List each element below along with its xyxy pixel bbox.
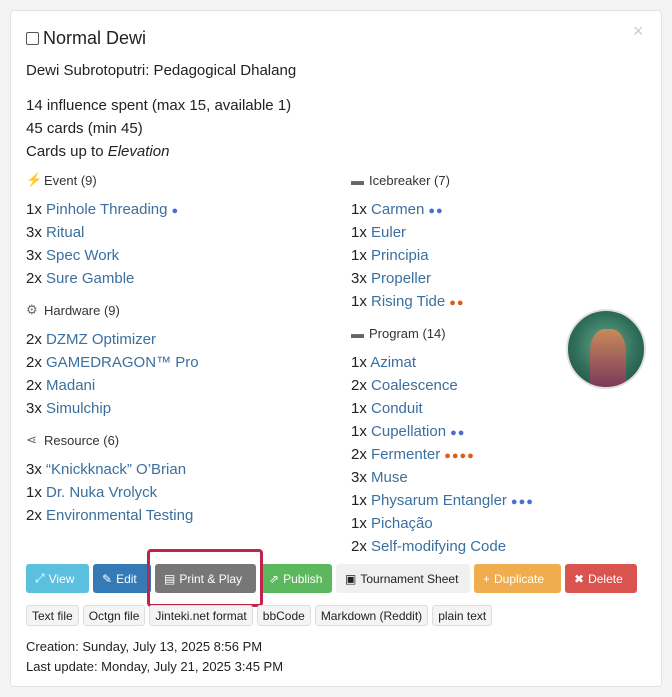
left-column (26, 170, 199, 527)
expand-icon: ⤢ (35, 571, 45, 585)
card-line: 1x Dr. Nuka Vrolyck (26, 484, 158, 501)
influence-dots: ●● (449, 297, 465, 309)
deck-stats (26, 94, 291, 163)
card-link[interactable]: Propeller (371, 270, 432, 287)
cards-count-stat: 45 cards (min 45) (26, 120, 143, 137)
card-link[interactable]: Dr. Nuka Vrolyck (46, 484, 158, 501)
card-line: 1x Principia (351, 247, 429, 264)
card-line: 1x Pinhole Threading ● (26, 201, 180, 218)
cards-up-to-stat: Cards up to Elevation (26, 143, 170, 160)
card-link[interactable]: Simulchip (46, 400, 112, 417)
card-line: 1x Physarum Entangler ●●● (351, 492, 534, 509)
duplicate-button[interactable]: + Duplicate (474, 564, 561, 593)
card-line: 1x Pichação (351, 515, 433, 532)
influence-dots: ●● (428, 205, 444, 217)
export-format-button[interactable]: bbCode (257, 605, 311, 626)
card-line: 2x DZMZ Optimizer (26, 331, 157, 348)
influence-dots: ●● (450, 427, 466, 439)
pencil-icon: ✎ (102, 571, 113, 586)
lightning-icon: ⚡ (26, 172, 43, 187)
card-link[interactable]: Physarum Entangler (371, 492, 507, 509)
card-line: 1x Carmen ●● (351, 201, 444, 218)
creation-date: Creation: Sunday, July 13, 2025 8:56 PM (26, 639, 263, 654)
export-format-button[interactable]: Markdown (Reddit) (315, 605, 428, 626)
select-checkbox[interactable] (26, 32, 39, 45)
card-link[interactable]: Self-modifying Code (371, 538, 507, 555)
deck-title (26, 28, 146, 49)
card-line: 1x Azimat (351, 354, 417, 371)
influence-dots: ● (171, 205, 180, 217)
card-line: 2x Madani (26, 377, 96, 394)
delete-button[interactable]: ✖ Delete (565, 564, 637, 593)
x-icon: ✖ (574, 571, 585, 586)
tournament-sheet-button[interactable]: ▣ Tournament Sheet (336, 564, 470, 593)
print-and-play-button[interactable]: ▤ Print & Play (155, 564, 256, 593)
card-line: 2x Environmental Testing (26, 507, 194, 524)
card-line: 3x Muse (351, 469, 408, 486)
export-format-button[interactable]: Jinteki.net format (149, 605, 252, 626)
card-link[interactable]: Pichação (371, 515, 433, 532)
card-line: 1x Euler (351, 224, 407, 241)
gear-icon: ⚙ (26, 302, 38, 317)
card-link[interactable]: Fermenter (371, 446, 441, 463)
edit-button[interactable]: ✎ Edit (93, 564, 151, 593)
influence-stat: 14 influence spent (max 15, available 1) (26, 97, 292, 114)
card-link[interactable]: Ritual (46, 224, 85, 241)
publish-button[interactable]: ⇗ Publish (260, 564, 332, 593)
share-icon: ⋖ (26, 432, 37, 447)
close-icon[interactable]: × (633, 21, 644, 41)
card-link[interactable]: Carmen (371, 201, 425, 218)
section-header: ⋖ Resource (6) (26, 432, 120, 448)
card-link[interactable]: GAMEDRAGON™ Pro (46, 354, 199, 371)
last-update-date: Last update: Monday, July 21, 2025 3:45 PM (26, 659, 284, 674)
export-format-button[interactable]: plain text (432, 605, 492, 626)
card-link[interactable]: Coalescence (371, 377, 458, 394)
identity-avatar[interactable] (566, 309, 646, 389)
program-icon: ▬ (351, 172, 364, 188)
card-link[interactable]: Spec Work (46, 247, 120, 264)
card-link[interactable]: Environmental Testing (46, 507, 194, 524)
plus-icon: + (483, 571, 491, 586)
card-link[interactable]: Cupellation (371, 423, 447, 440)
deck-identity: Dewi Subrotoputri: Pedagogical Dhalang (26, 62, 297, 79)
card-line: 1x Cupellation ●● (351, 423, 466, 440)
program-icon: ▬ (351, 325, 364, 341)
share-square-icon: ⇗ (269, 571, 280, 586)
card-line: 2x Fermenter ●●●● (351, 446, 475, 463)
card-link[interactable]: Rising Tide (371, 293, 446, 310)
card-link[interactable]: Principia (371, 247, 429, 264)
card-line: 2x Self-modifying Code (351, 538, 507, 555)
card-line: 3x Simulchip (26, 400, 112, 417)
export-format-button[interactable]: Text file (26, 605, 79, 626)
right-column (351, 170, 534, 558)
printer-icon: ▤ (164, 571, 176, 586)
export-format-button[interactable]: Octgn file (83, 605, 146, 626)
card-link[interactable]: Madani (46, 377, 96, 394)
view-button[interactable]: ⤢ View (26, 564, 89, 593)
deck-title-text: Normal Dewi (43, 28, 147, 48)
card-line: 3x Ritual (26, 224, 85, 241)
card-line: 3x “Knickknack” O’Brian (26, 461, 187, 478)
card-line: 3x Spec Work (26, 247, 120, 264)
section-header: ▬ Program (14) (351, 325, 446, 341)
card-line: 2x Coalescence (351, 377, 458, 394)
card-line: 2x GAMEDRAGON™ Pro (26, 354, 199, 371)
card-line: 2x Sure Gamble (26, 270, 135, 287)
highlight-box (147, 549, 263, 607)
card-link[interactable]: DZMZ Optimizer (46, 331, 157, 348)
card-link[interactable]: Muse (371, 469, 408, 486)
influence-dots: ●●● (510, 496, 534, 508)
card-line: 3x Propeller (351, 270, 432, 287)
card-link[interactable]: “Knickknack” O’Brian (46, 461, 187, 478)
card-link[interactable]: Euler (371, 224, 407, 241)
section-header: ⚡ Event (9) (26, 172, 97, 188)
card-link[interactable]: Conduit (371, 400, 423, 417)
export-formats (26, 605, 492, 626)
section-header: ⚙ Hardware (9) (26, 302, 120, 318)
card-line: 1x Conduit (351, 400, 423, 417)
card-link[interactable]: Sure Gamble (46, 270, 135, 287)
card-link[interactable]: Pinhole Threading (46, 201, 168, 218)
action-buttons (26, 564, 637, 593)
set-name: Elevation (107, 143, 170, 160)
card-link[interactable]: Azimat (370, 354, 417, 371)
section-header: ▬ Icebreaker (7) (351, 172, 450, 188)
deck-dates (26, 637, 283, 677)
document-icon: ▣ (345, 571, 357, 586)
card-line: 1x Rising Tide ●● (351, 293, 465, 310)
influence-dots: ●●●● (444, 450, 475, 462)
